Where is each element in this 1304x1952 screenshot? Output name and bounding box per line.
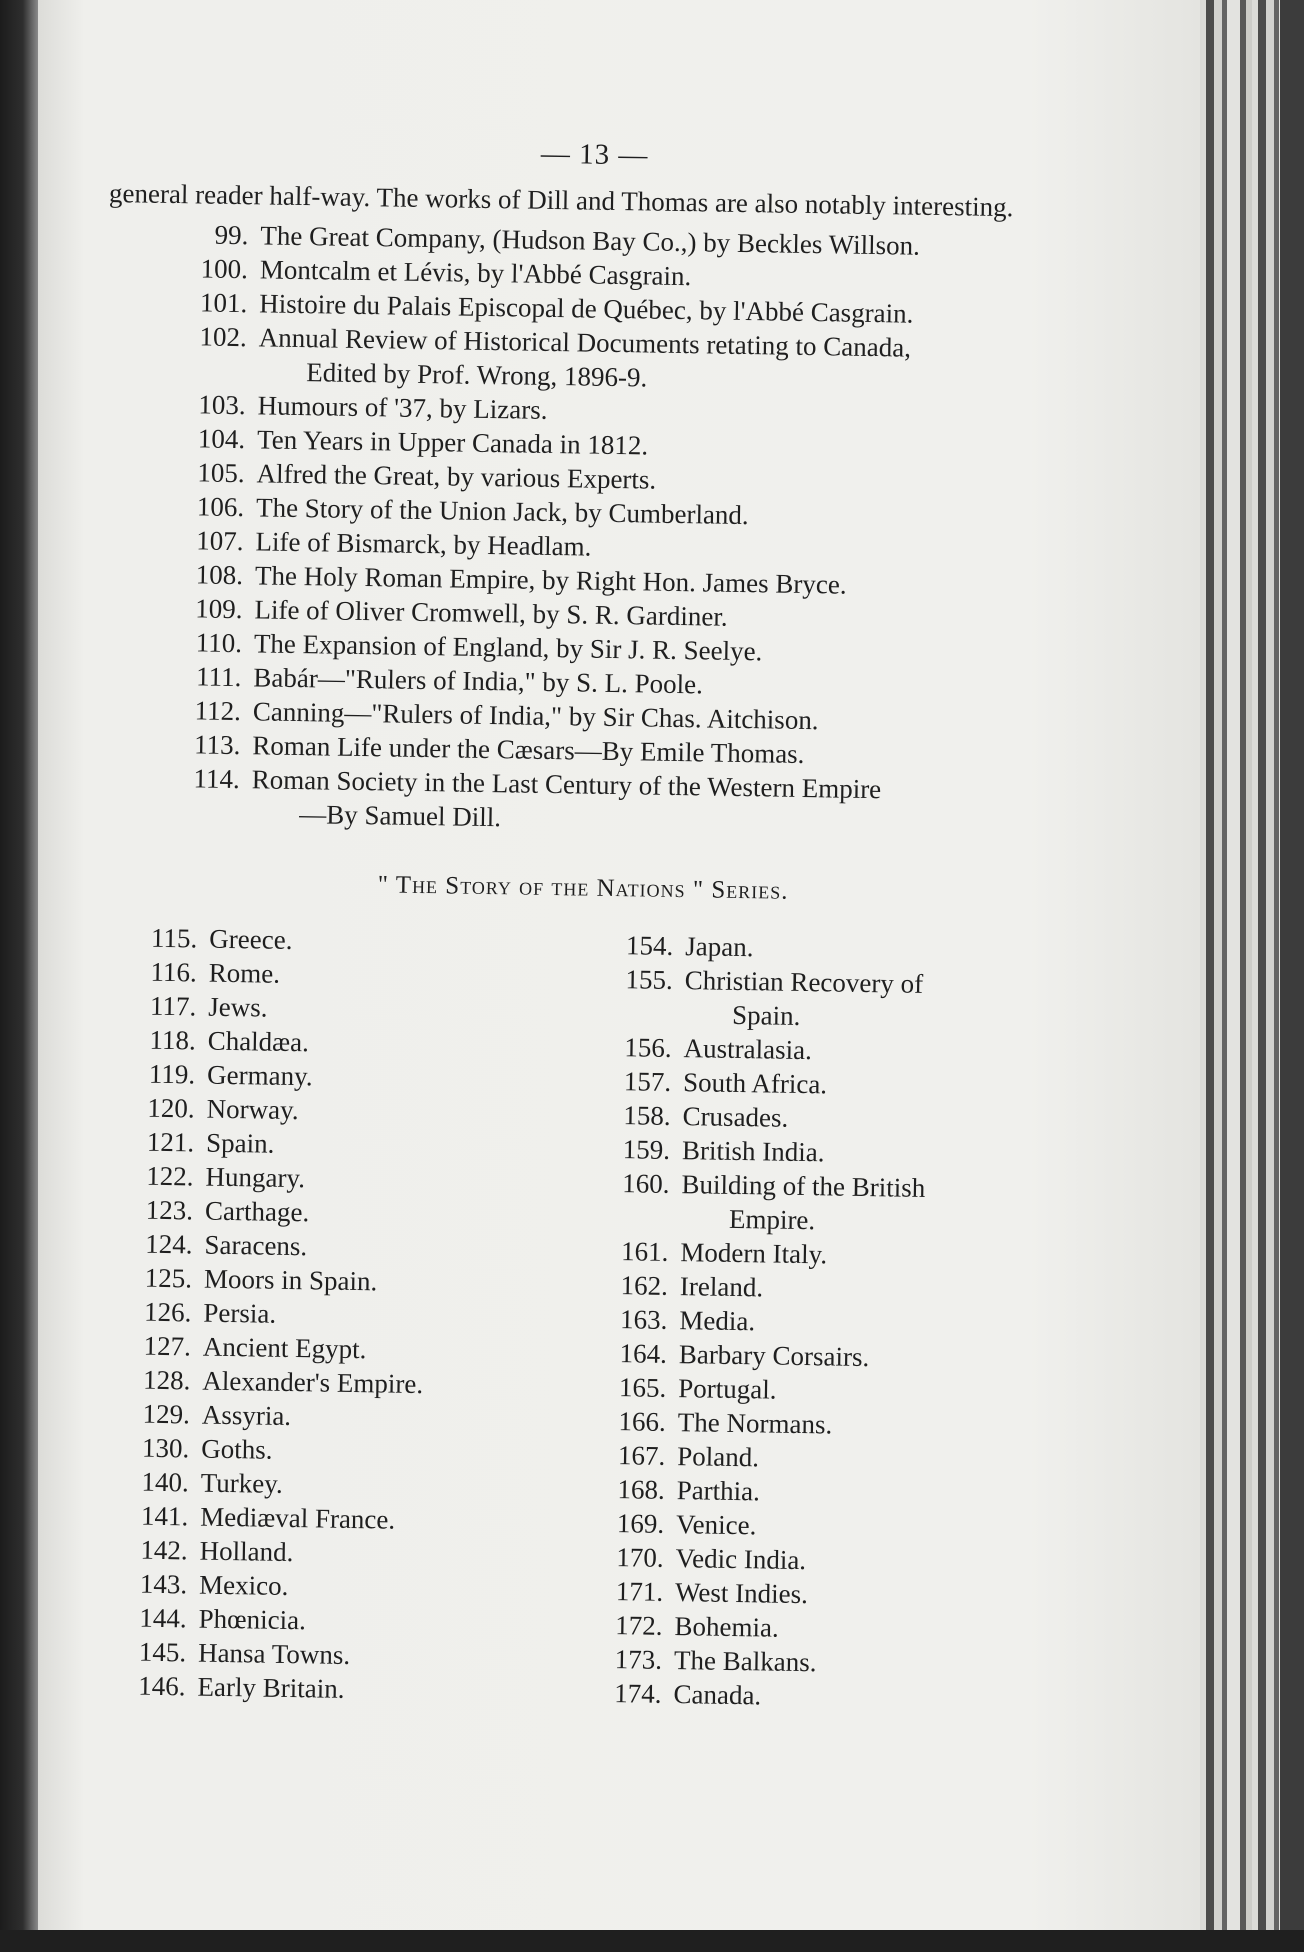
entry-number: 127. xyxy=(143,1330,192,1362)
entry-number: 107. xyxy=(196,525,244,557)
entry-number: 128. xyxy=(142,1364,191,1396)
entry-number: 142. xyxy=(140,1534,188,1566)
entry-text: Barbary Corsairs. xyxy=(678,1339,870,1373)
entry-text: Life of Bismarck, by Headlam. xyxy=(255,526,592,562)
entry-number: 120. xyxy=(147,1092,195,1124)
entry-number: 112. xyxy=(194,695,242,727)
entry-text: Life of Oliver Cromwell, by S. R. Gardiner. xyxy=(254,594,728,632)
entry-text: Australasia. xyxy=(683,1033,813,1066)
entry-number: 99. xyxy=(214,219,249,251)
entry-number: 114. xyxy=(193,763,241,795)
entry-text: Poland. xyxy=(677,1441,760,1473)
entry-text: Norway. xyxy=(206,1093,299,1126)
entry-number: 167. xyxy=(617,1440,666,1471)
entry-number: 156. xyxy=(624,1032,672,1063)
entry-number: 170. xyxy=(616,1542,664,1573)
entry-text: Spain. xyxy=(205,1127,275,1159)
entry-number: 165. xyxy=(618,1372,667,1403)
entry-text: Alfred the Great, by various Experts. xyxy=(256,458,657,495)
entry-text: The Holy Roman Empire, by Right Hon. James Bryce. xyxy=(254,560,847,600)
entry-text: Bohemia. xyxy=(674,1611,780,1643)
entry-text: Humours of '37, by Lizars. xyxy=(257,390,548,425)
entry-continuation-text: Empire. xyxy=(728,1203,816,1236)
entry-indent xyxy=(106,352,259,388)
entry-number: 144. xyxy=(139,1602,187,1634)
entry-text: West Indies. xyxy=(674,1577,809,1610)
entry-continuation-text: —By Samuel Dill. xyxy=(299,799,502,833)
entry-number: 164. xyxy=(619,1338,668,1369)
entry-indent xyxy=(592,996,685,1031)
book-right-edge xyxy=(1280,0,1304,1952)
series-left-column xyxy=(85,920,571,1709)
entry-text: South Africa. xyxy=(682,1067,828,1100)
entry-text: Assyria. xyxy=(201,1399,292,1432)
entry-text: The Great Company, (Hudson Bay Co.,) by Beckles Willson. xyxy=(260,220,921,261)
entry-text: Saracens. xyxy=(204,1229,308,1262)
entry-text: Media. xyxy=(679,1305,756,1337)
entry-text: Chaldæa. xyxy=(207,1025,310,1058)
series-columns xyxy=(85,920,1067,1717)
entry-continuation-text: Edited by Prof. Wrong, 1896-9. xyxy=(305,357,648,393)
entry-number: 121. xyxy=(146,1126,195,1158)
entry-text: Holland. xyxy=(199,1535,294,1568)
entry-number: 105. xyxy=(197,457,245,489)
entry-text: Christian Recovery of xyxy=(684,965,924,999)
reading-list xyxy=(99,216,1078,843)
entry-text: Vedic India. xyxy=(675,1543,807,1576)
book-bottom-edge xyxy=(0,1930,1304,1952)
entry-text: Hansa Towns. xyxy=(197,1637,351,1670)
entry-text: Mexico. xyxy=(198,1569,289,1601)
entry-text: Roman Life under the Cæsars—By Emile Thomas. xyxy=(252,730,805,769)
entry-text: Canning—"Rulers of India," by Sir Chas. Aitchison. xyxy=(252,696,819,736)
entry-number: 125. xyxy=(144,1262,193,1294)
series-heading: " The Story of the Nations " Series. xyxy=(377,871,789,905)
entry-number: 161. xyxy=(620,1236,669,1267)
entry-text: Parthia. xyxy=(676,1475,761,1507)
entry-number: 119. xyxy=(148,1058,196,1090)
entry-number: 122. xyxy=(146,1160,194,1192)
entry-number: 101. xyxy=(199,287,248,319)
entry-number: 116. xyxy=(150,956,198,988)
series-right-column xyxy=(559,927,1067,1717)
entry-text: Hungary. xyxy=(205,1161,306,1194)
entry-number: 130. xyxy=(141,1432,190,1464)
entry-text: Jews. xyxy=(208,991,268,1023)
entry-number: 106. xyxy=(196,491,245,523)
entry-number: 110. xyxy=(195,627,243,659)
entry-number: 166. xyxy=(618,1406,667,1437)
entry-number: 104. xyxy=(197,423,246,455)
entry-text: Mediæval France. xyxy=(199,1501,396,1535)
entry-number: 102. xyxy=(199,321,247,353)
entry-number: 141. xyxy=(140,1500,189,1532)
entry-number: 109. xyxy=(195,593,243,625)
entry-indent xyxy=(99,794,252,830)
entry-number: 118. xyxy=(149,1024,196,1056)
entry-number: 160. xyxy=(622,1168,670,1199)
entry-number: 100. xyxy=(200,253,249,285)
entry-number: 103. xyxy=(198,389,246,421)
entry-number: 157. xyxy=(623,1066,672,1097)
entry-number: 162. xyxy=(620,1270,669,1301)
entry-text: Building of the British xyxy=(681,1169,926,1203)
entry-text: Portugal. xyxy=(678,1373,777,1405)
entry-number: 172. xyxy=(615,1610,663,1641)
entry-number: 115. xyxy=(150,922,198,954)
entry-number: 126. xyxy=(143,1296,192,1328)
book-left-edge xyxy=(0,0,38,1952)
entry-text: The Normans. xyxy=(677,1407,833,1440)
entry-text: The Balkans. xyxy=(673,1645,817,1678)
intro-paragraph: general reader half-way. The works of Dill and Thomas are also notably interesting. xyxy=(108,177,1014,223)
entry-text: Goths. xyxy=(201,1433,273,1465)
entry-text: Greece. xyxy=(209,923,293,955)
entry-text: Crusades. xyxy=(682,1101,789,1133)
entry-text: Venice. xyxy=(675,1509,757,1541)
entry-indent xyxy=(589,1200,682,1235)
entry-text: Persia. xyxy=(203,1297,277,1329)
entry-number: 111. xyxy=(195,661,242,693)
entry-continuation-text: Spain. xyxy=(731,999,801,1031)
entry-number: 140. xyxy=(141,1466,190,1498)
entry-text: Rome. xyxy=(208,957,281,989)
entry-text: Japan. xyxy=(685,931,754,963)
entry-text: Germany. xyxy=(206,1059,313,1092)
entry-number: 146. xyxy=(138,1670,186,1702)
entry-number: 117. xyxy=(149,990,197,1022)
entry-number: 145. xyxy=(138,1636,187,1668)
entry-number: 173. xyxy=(614,1644,663,1675)
page-content xyxy=(85,130,1080,1717)
entry-number: 113. xyxy=(193,729,241,761)
entry-number: 159. xyxy=(622,1134,671,1165)
entry-number: 158. xyxy=(623,1100,671,1131)
entry-text: Roman Society in the Last Century of the Western Empire xyxy=(251,764,882,805)
entry-text: Modern Italy. xyxy=(680,1237,828,1270)
entry-text: Alexander's Empire. xyxy=(202,1365,424,1400)
entry-number: 163. xyxy=(619,1304,668,1335)
entry-text: The Expansion of England, by Sir J. R. Seelye. xyxy=(253,628,763,667)
entry-text: Annual Review of Historical Documents retating to Canada, xyxy=(258,322,912,363)
entry-text: Histoire du Palais Episcopal de Québec, by l'Abbé Casgrain. xyxy=(259,288,914,329)
entry-number: 123. xyxy=(145,1194,194,1226)
entry-number: 129. xyxy=(142,1398,191,1430)
entry-number: 168. xyxy=(617,1474,665,1505)
entry-text: Early Britain. xyxy=(197,1671,345,1704)
entry-text: Moors in Spain. xyxy=(203,1263,378,1297)
entry-number: 169. xyxy=(616,1508,665,1539)
entry-text: Ten Years in Upper Canada in 1812. xyxy=(256,424,649,461)
entry-text: The Story of the Union Jack, by Cumberland. xyxy=(255,492,749,531)
entry-text: Ireland. xyxy=(679,1271,764,1303)
entry-text: Montcalm et Lévis, by l'Abbé Casgrain. xyxy=(259,254,692,292)
page-number: — 13 — xyxy=(540,137,649,172)
entry-number: 171. xyxy=(615,1576,664,1607)
entry-text: Babár—"Rulers of India," by S. L. Poole. xyxy=(253,662,704,700)
entry-number: 124. xyxy=(145,1228,193,1260)
entry-text: British India. xyxy=(681,1135,825,1168)
entry-number: 174. xyxy=(614,1678,662,1709)
entry-text: Carthage. xyxy=(204,1195,310,1228)
entry-text: Turkey. xyxy=(200,1467,284,1499)
entry-text: Canada. xyxy=(673,1679,762,1711)
entry-number: 155. xyxy=(625,964,673,995)
entry-text: Ancient Egypt. xyxy=(202,1331,367,1365)
entry-text: Phœnicia. xyxy=(198,1603,307,1636)
entry-number: 108. xyxy=(195,559,244,591)
entry-number: 154. xyxy=(625,930,674,961)
entry-number: 143. xyxy=(139,1568,188,1600)
